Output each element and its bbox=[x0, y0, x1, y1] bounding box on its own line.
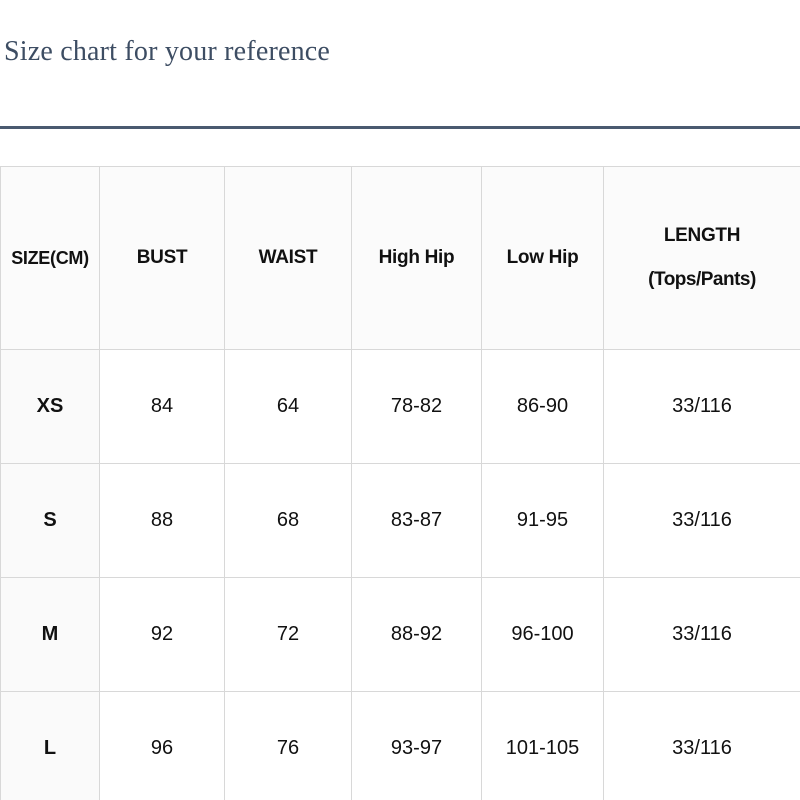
cell-low-hip: 86-90 bbox=[482, 350, 604, 464]
cell-high-hip: 88-92 bbox=[352, 578, 482, 692]
column-header-length-sub: (Tops/Pants) bbox=[648, 269, 756, 290]
table-row bbox=[1, 692, 800, 800]
page-title: Size chart for your reference bbox=[4, 36, 331, 67]
cell-low-hip: 91-95 bbox=[482, 464, 604, 578]
title-divider bbox=[0, 126, 800, 129]
cell-bust: 84 bbox=[100, 350, 225, 464]
size-chart-table bbox=[0, 166, 800, 800]
table-row bbox=[1, 464, 800, 578]
cell-size: L bbox=[1, 692, 100, 800]
column-header-low-hip: Low Hip bbox=[482, 167, 604, 350]
cell-waist: 72 bbox=[225, 578, 352, 692]
cell-bust: 96 bbox=[100, 692, 225, 800]
cell-high-hip: 83-87 bbox=[352, 464, 482, 578]
cell-bust: 92 bbox=[100, 578, 225, 692]
cell-low-hip: 96-100 bbox=[482, 578, 604, 692]
cell-length: 33/116 bbox=[604, 464, 800, 578]
table-header-row bbox=[1, 167, 800, 350]
column-header-size: SIZE(CM) bbox=[1, 167, 100, 350]
table-row bbox=[1, 350, 800, 464]
cell-size: M bbox=[1, 578, 100, 692]
cell-length: 33/116 bbox=[604, 578, 800, 692]
column-header-length-main: LENGTH bbox=[663, 225, 741, 246]
cell-waist: 64 bbox=[225, 350, 352, 464]
size-chart-table-wrapper bbox=[0, 166, 800, 800]
table-body bbox=[1, 350, 800, 800]
cell-high-hip: 93-97 bbox=[352, 692, 482, 800]
column-header-length bbox=[604, 167, 800, 350]
cell-high-hip: 78-82 bbox=[352, 350, 482, 464]
cell-waist: 76 bbox=[225, 692, 352, 800]
table-header bbox=[1, 167, 800, 350]
column-header-bust: BUST bbox=[100, 167, 225, 350]
cell-length: 33/116 bbox=[604, 692, 800, 800]
column-header-waist: WAIST bbox=[225, 167, 352, 350]
cell-length: 33/116 bbox=[604, 350, 800, 464]
cell-size: XS bbox=[1, 350, 100, 464]
cell-size: S bbox=[1, 464, 100, 578]
cell-low-hip: 101-105 bbox=[482, 692, 604, 800]
cell-bust: 88 bbox=[100, 464, 225, 578]
table-row bbox=[1, 578, 800, 692]
column-header-high-hip: High Hip bbox=[352, 167, 482, 350]
cell-waist: 68 bbox=[225, 464, 352, 578]
